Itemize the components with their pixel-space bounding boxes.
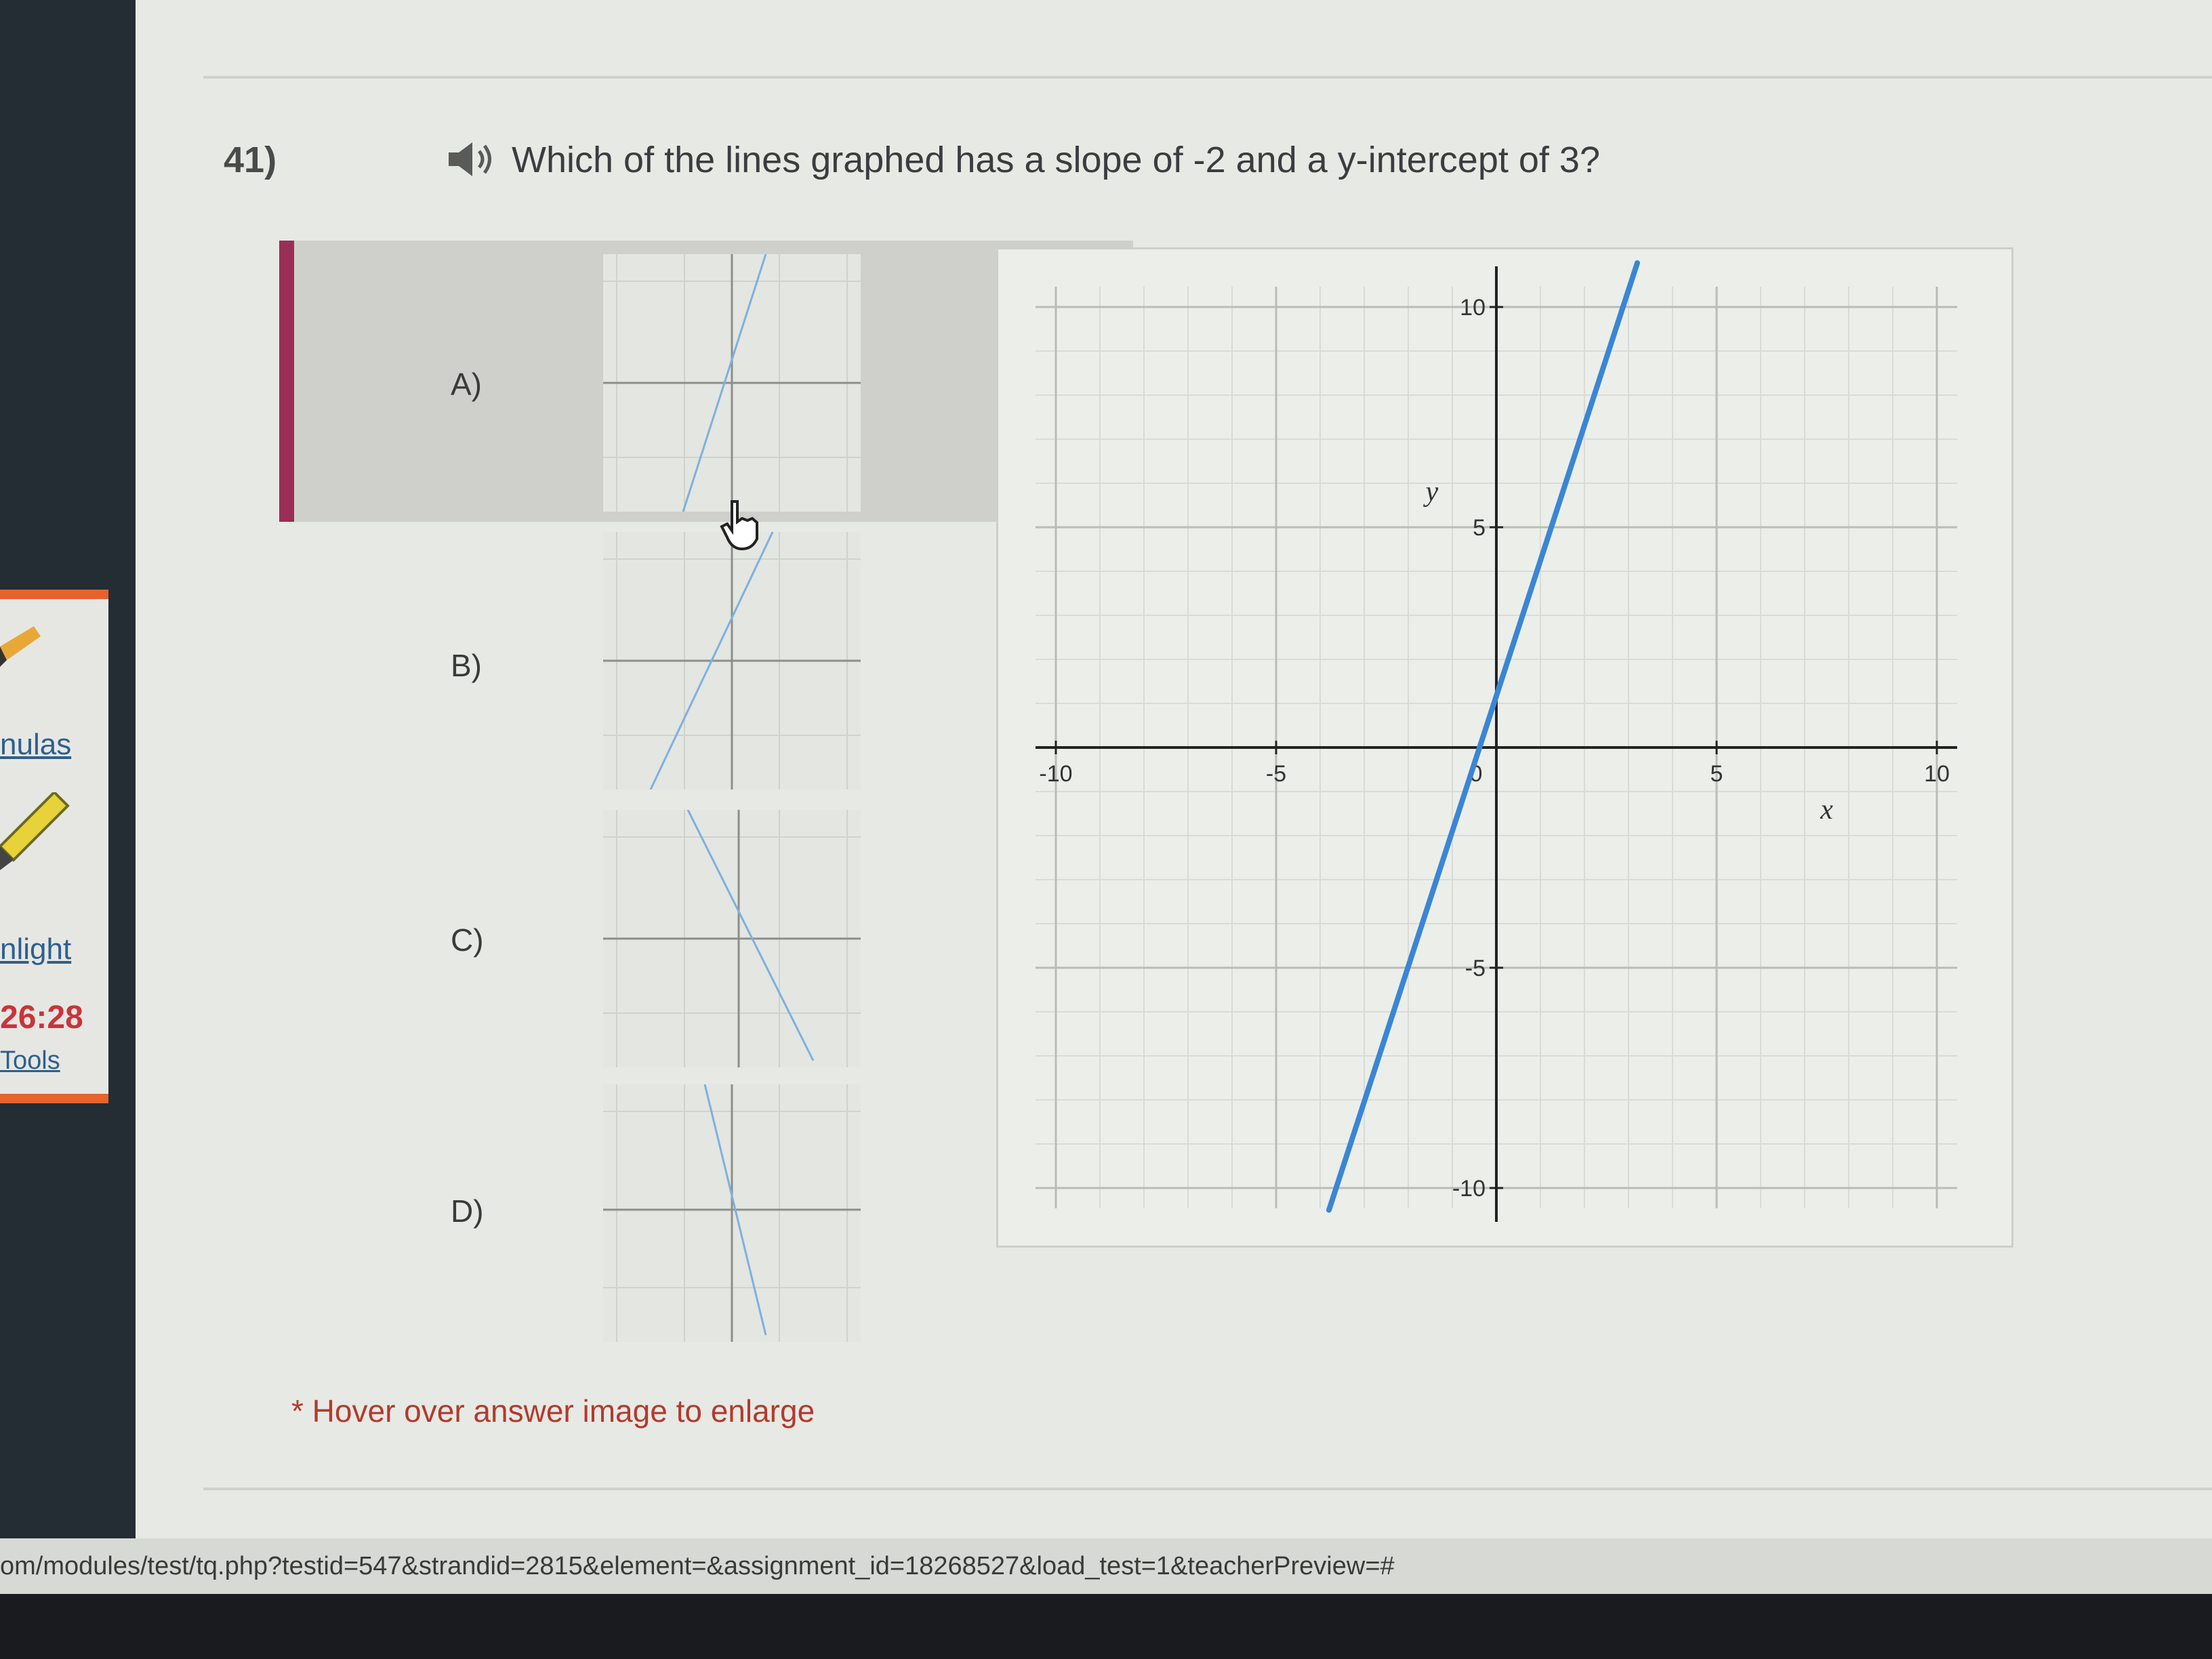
status-url: om/modules/test/tq.php?testid=547&strandid=2815&element=&assignment_id=18268527&load_test=1&teacherPreview=# [0,1538,2212,1594]
question-content [136,0,2212,1538]
enlarged-graph [996,247,2013,1248]
x-tick-label: 5 [1710,761,1723,787]
hover-instruction: * Hover over answer image to enlarge [291,1393,815,1429]
left-sidebar [0,0,136,1538]
hand-cursor-icon [715,498,769,552]
option-a-label[interactable]: A) [451,367,482,402]
highlighter-icon[interactable] [0,792,75,874]
option-b-graph[interactable] [603,532,861,790]
question-number: 41) [224,140,277,180]
option-c-graph[interactable] [603,810,861,1067]
y-axis-label: y [1425,476,1439,508]
question-text: Which of the lines graphed has a slope of -2 and a y-intercept of 3? [512,140,1600,180]
option-a-graph[interactable] [603,254,861,512]
x-tick-label: -10 [1039,761,1073,787]
option-d-graph[interactable] [603,1084,861,1342]
y-tick-label: 10 [1460,295,1486,321]
timer: 26:28 [0,1000,83,1036]
tools-link[interactable]: Tools [0,1046,60,1075]
highlight-link[interactable]: nlight [0,933,72,966]
pencil-icon[interactable] [0,626,47,701]
line-chart [998,249,2011,1246]
tools-panel [0,590,108,1103]
selected-indicator [279,241,294,522]
series-line [1329,263,1637,1210]
bottom-divider [203,1488,2212,1490]
option-b-label[interactable]: B) [451,648,482,683]
x-tick-label: 0 [1469,761,1483,787]
x-tick-label: -5 [1265,761,1287,787]
speaker-icon[interactable] [449,139,503,180]
top-divider [203,76,2212,79]
y-tick-label: -10 [1452,1176,1486,1202]
x-axis-label: x [1820,794,1833,825]
option-d-label[interactable]: D) [451,1193,484,1229]
y-tick-label: 5 [1473,515,1486,541]
y-tick-label: -5 [1465,956,1486,981]
x-tick-label: 10 [1924,761,1950,787]
formulas-link[interactable]: nulas [0,728,72,761]
option-c-label[interactable]: C) [451,922,484,958]
